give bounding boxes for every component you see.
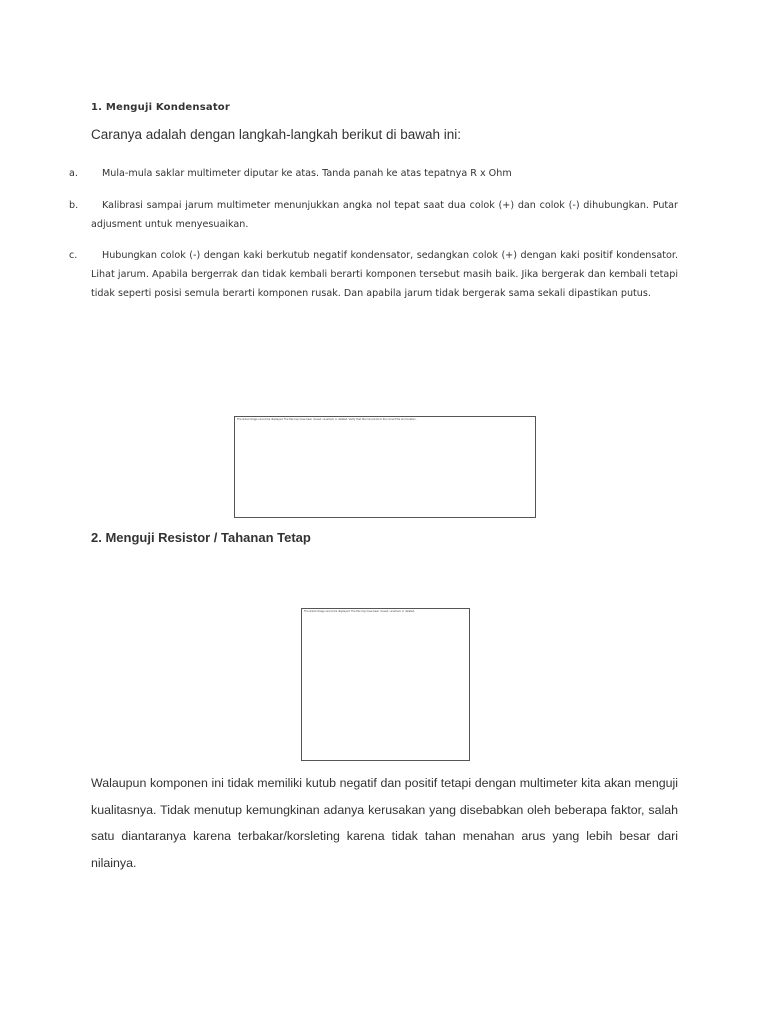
section-1-heading: 1. Menguji Kondensator <box>91 102 231 113</box>
section-2-heading: 2. Menguji Resistor / Tahanan Tetap <box>91 530 311 545</box>
broken-image-placeholder <box>301 608 470 761</box>
list-marker: a. <box>69 168 78 179</box>
broken-image-placeholder <box>234 416 536 518</box>
list-item-text: Kalibrasi sampai jarum multimeter menunjukkan angka nol tepat saat dua colok (+) dan colok (-) dihubungkan. Putar adjusment untuk menyesuaikan. <box>91 200 678 230</box>
section-2-paragraph: Walaupun komponen ini tidak memiliki kutub negatif dan positif tetapi dengan multimeter kita akan menguji kualitasnya. Tidak menutup kemungkinan adanya kerusakan yang disebabkan oleh beberapa faktor, salah satu diantaranya karena terbakar/korsleting karena tidak tahan menahan arus yang lebih besar dari nilainya. <box>91 776 678 870</box>
broken-image-caption: The linked image cannot be displayed. The file may have been moved, renamed, or deleted. <box>304 610 415 613</box>
broken-image-caption: The linked image cannot be displayed. The file may have been moved, renamed, or deleted. Verify that the link points to the correct file and location. <box>237 418 417 421</box>
list-marker: c. <box>69 250 78 261</box>
list-item-text: Hubungkan colok (-) dengan kaki berkutub negatif kondensator, sedangkan colok (+) dengan kaki positif kondensator. Lihat jarum. Apabila bergerrak dan tidak kembali berarti komponen tersebut masih baik. Jika bergerak dan kembali tetapi tidak seperti posisi semula berarti komponen rusak. Dan apabila jarum tidak bergerak sama sekali dipastikan putus. <box>91 250 678 299</box>
list-item-text: Mula-mula saklar multimeter diputar ke atas. Tanda panah ke atas tepatnya R x Ohm <box>102 168 512 179</box>
section-1-intro: Caranya adalah dengan langkah-langkah berikut di bawah ini: <box>91 127 462 142</box>
list-marker: b. <box>69 200 79 211</box>
